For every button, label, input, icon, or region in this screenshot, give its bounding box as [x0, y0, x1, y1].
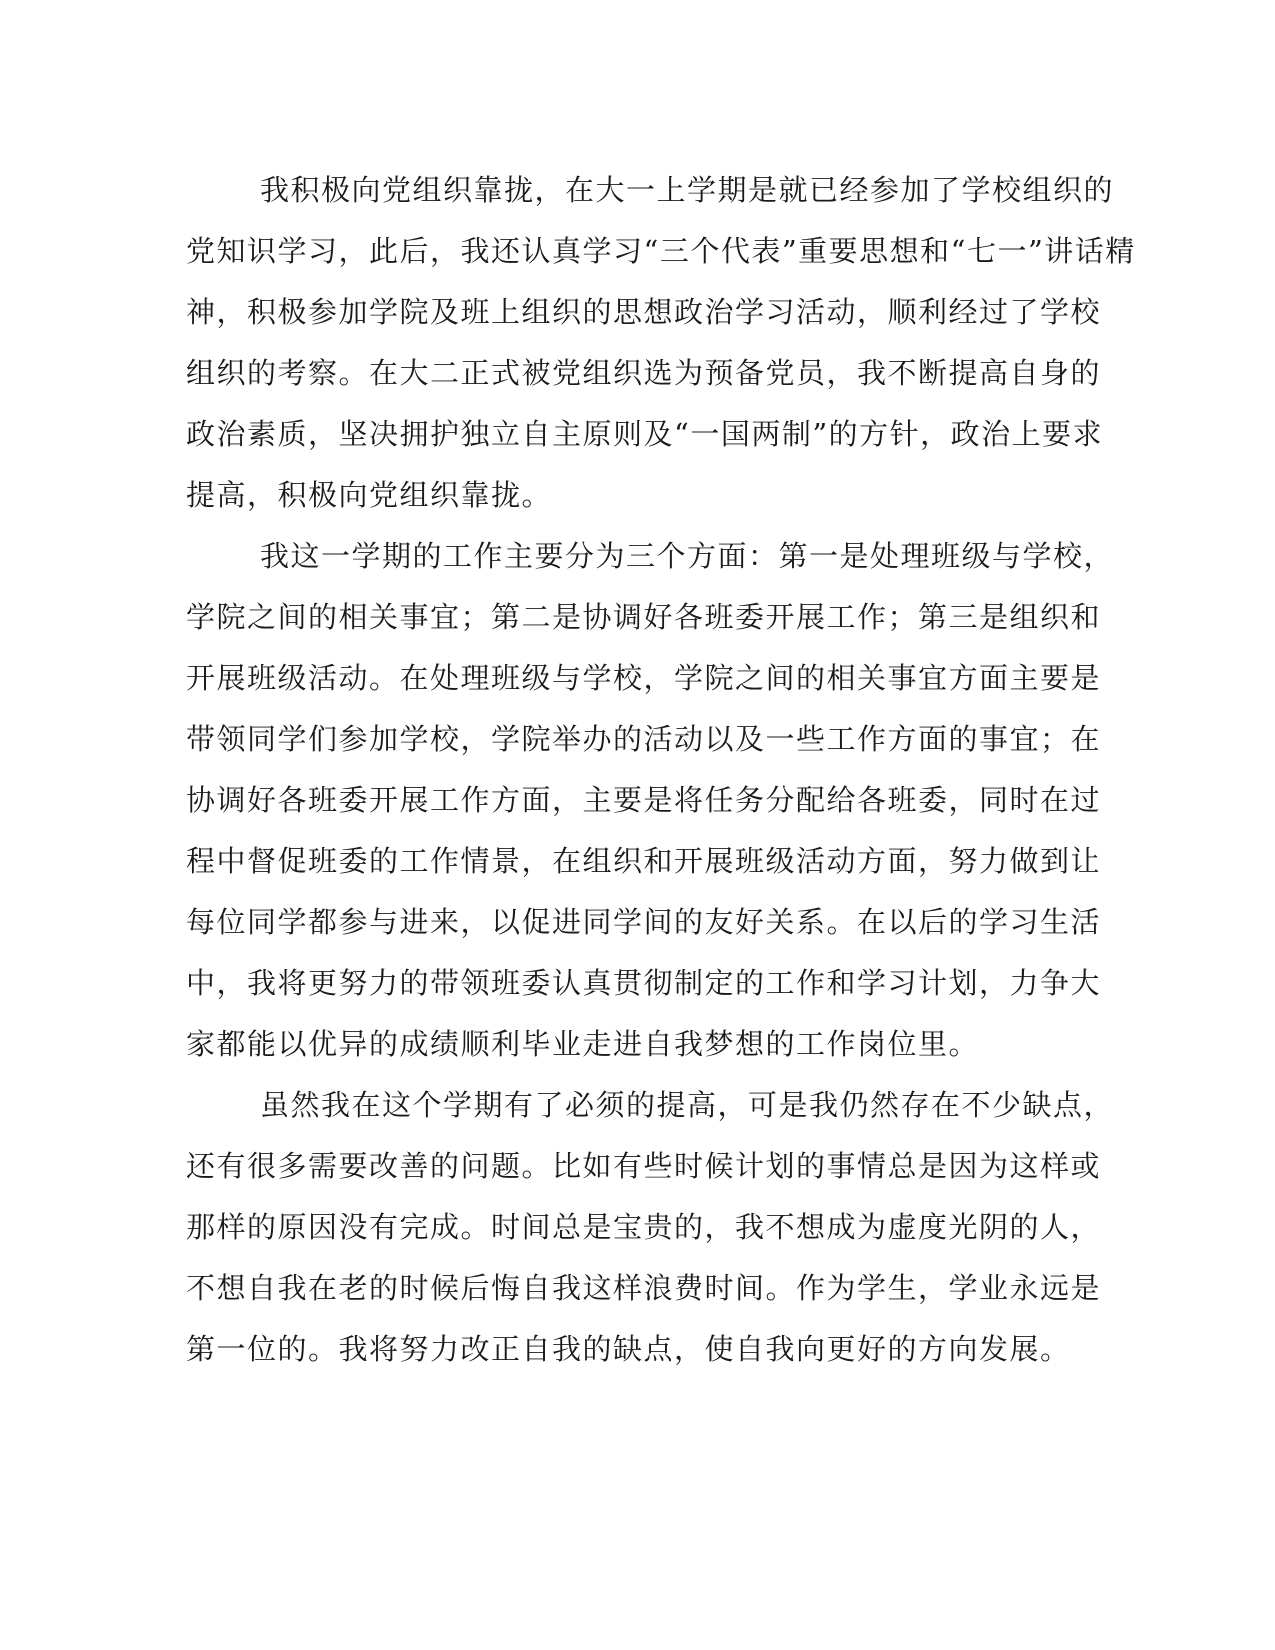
paragraph-1-line-2: 党知识学习，此后，我还认真学习“三个代表”重要思想和“七一”讲话精 [186, 234, 1136, 268]
paragraph-3-line-3: 那样的原因没有完成。时间总是宝贵的，我不想成为虚度光阴的人， [186, 1210, 1102, 1244]
paragraph-3-line-5: 第一位的。我将努力改正自我的缺点，使自我向更好的方向发展。 [186, 1332, 1071, 1366]
paragraph-2-line-7: 每位同学都参与进来，以促进同学间的友好关系。在以后的学习生活 [186, 905, 1102, 939]
paragraph-2-line-6: 程中督促班委的工作情景，在组织和开展班级活动方面，努力做到让 [186, 844, 1102, 878]
paragraph-1-line-6: 提高，积极向党组织靠拢。 [186, 478, 553, 512]
paragraph-3-line-1: 虽然我在这个学期有了必须的提高，可是我仍然存在不少缺点， [260, 1088, 1115, 1122]
paragraph-2-line-3: 开展班级活动。在处理班级与学校，学院之间的相关事宜方面主要是 [186, 661, 1102, 695]
paragraph-2-line-2: 学院之间的相关事宜；第二是协调好各班委开展工作；第三是组织和 [186, 600, 1102, 634]
paragraph-2-line-1: 我这一学期的工作主要分为三个方面：第一是处理班级与学校， [260, 539, 1115, 573]
paragraph-2-line-9: 家都能以优异的成绩顺利毕业走进自我梦想的工作岗位里。 [186, 1027, 980, 1061]
paragraph-1-line-1: 我积极向党组织靠拢，在大一上学期是就已经参加了学校组织的 [260, 173, 1115, 207]
paragraph-2-line-5: 协调好各班委开展工作方面，主要是将任务分配给各班委，同时在过 [186, 783, 1102, 817]
paragraph-3-line-2: 还有很多需要改善的问题。比如有些时候计划的事情总是因为这样或 [186, 1149, 1102, 1183]
paragraph-3-line-4: 不想自我在老的时候后悔自我这样浪费时间。作为学生，学业永远是 [186, 1271, 1102, 1305]
paragraph-1-line-4: 组织的考察。在大二正式被党组织选为预备党员，我不断提高自身的 [186, 356, 1102, 390]
paragraph-1-line-5: 政治素质，坚决拥护独立自主原则及“一国两制”的方针，政治上要求 [186, 417, 1104, 451]
paragraph-1-line-3: 神，积极参加学院及班上组织的思想政治学习活动，顺利经过了学校 [186, 295, 1102, 329]
document-body [186, 160, 1136, 1380]
paragraph-2-line-8: 中，我将更努力的带领班委认真贯彻制定的工作和学习计划，力争大 [186, 966, 1102, 1000]
paragraph-2-line-4: 带领同学们参加学校，学院举办的活动以及一些工作方面的事宜；在 [186, 722, 1102, 756]
